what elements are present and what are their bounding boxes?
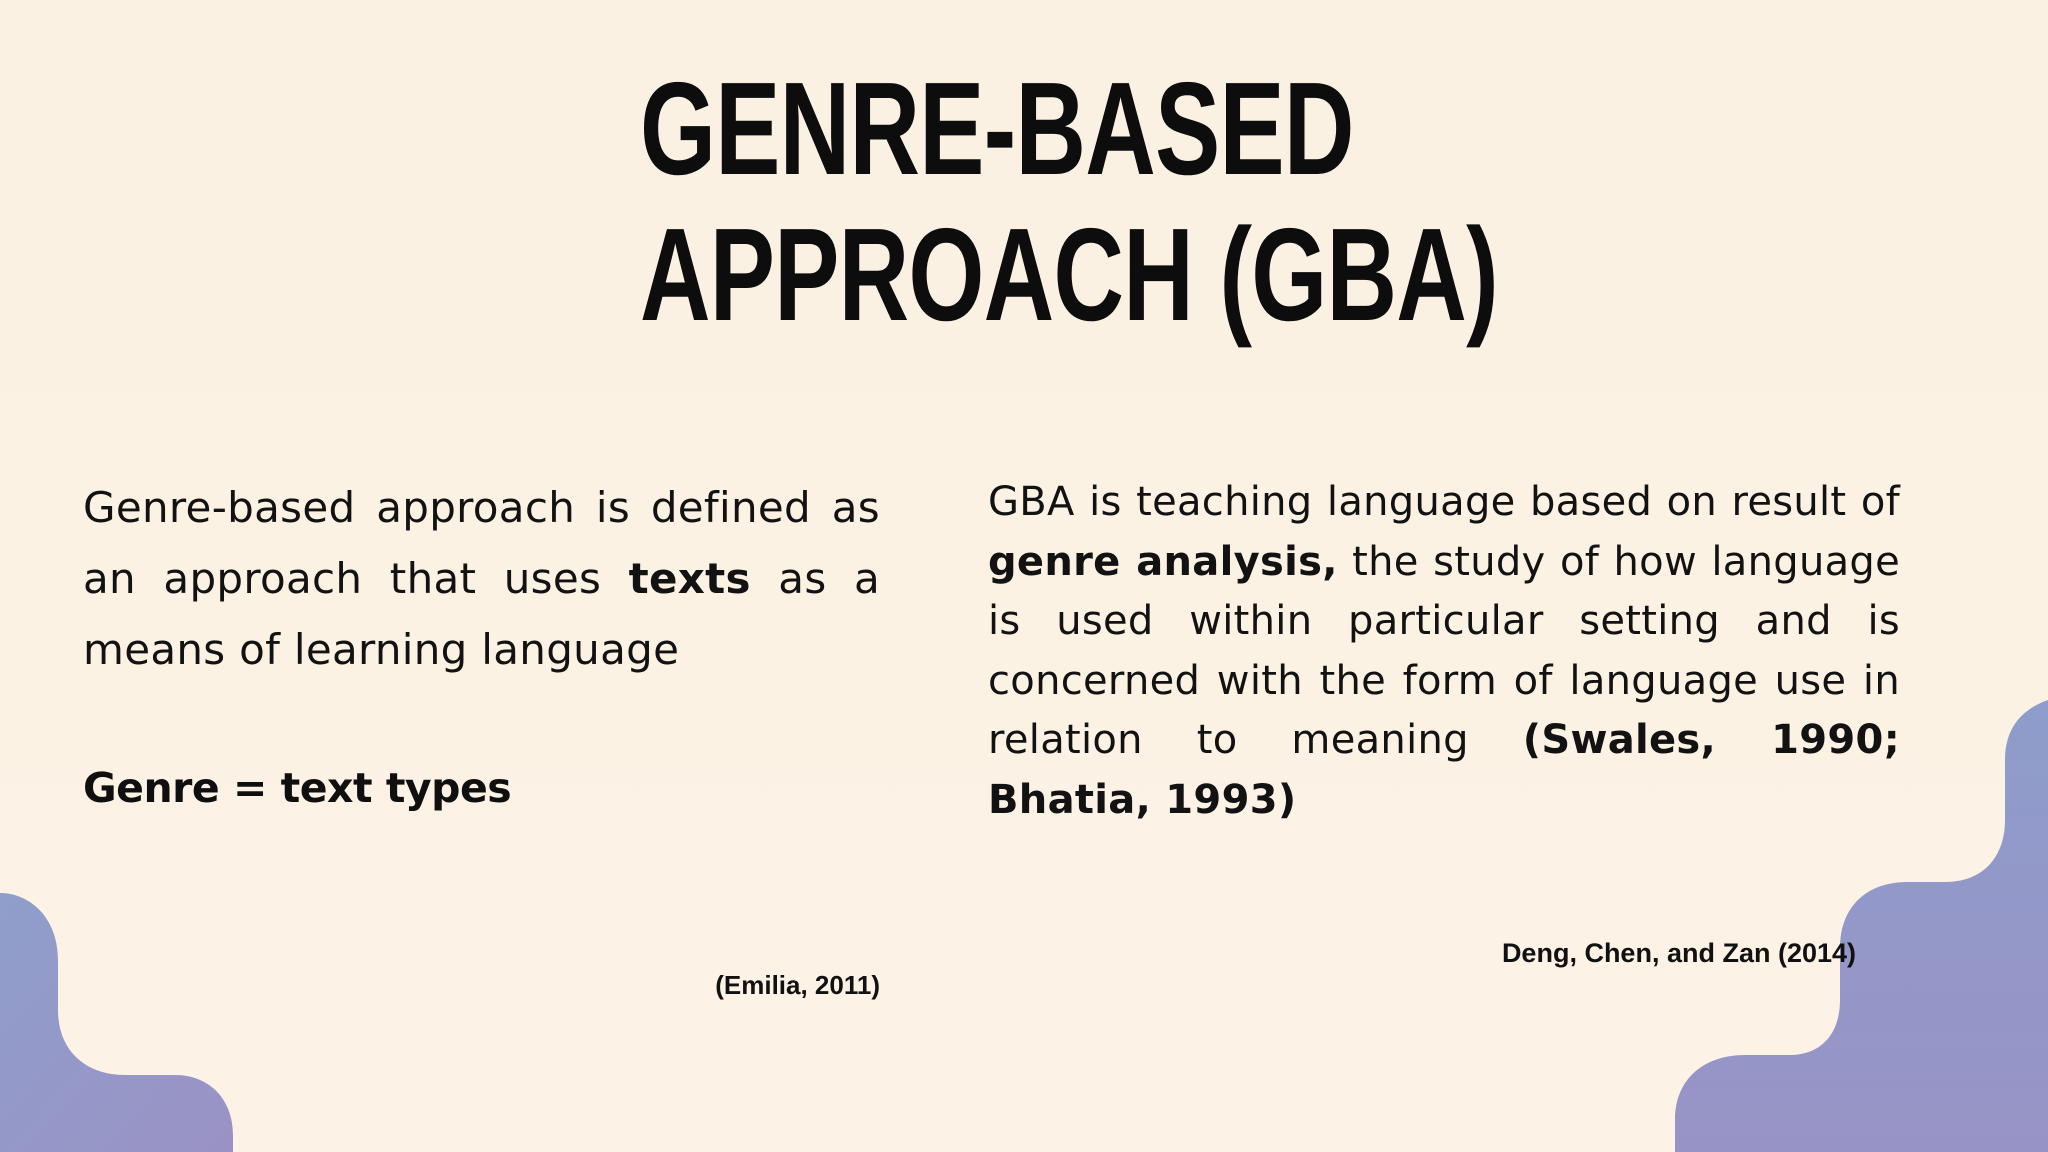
gba-text-1: GBA is teaching language based on result of — [988, 479, 1900, 525]
genre-equation-term: Genre — [83, 764, 220, 812]
gba-text-2: the study of how language is used within particular setting and is concerned with the form of language use in relation to meaning — [988, 538, 1901, 764]
gba-bold-term: genre analysis, — [988, 538, 1338, 585]
gba-inline-citation: (Swales, 1990; Bhatia, 1993) — [988, 717, 1900, 823]
citation-emilia: (Emilia, 2011) — [715, 970, 880, 1000]
genre-equation-definition: = text types — [219, 764, 512, 812]
definition-text-2: as a means of learning language — [83, 554, 880, 674]
blob-bottom-left — [0, 893, 233, 1152]
definition-text-1: Genre-based approach is defined as an approach that uses — [83, 483, 880, 603]
title-line-1: GENRE-BASED — [640, 55, 1354, 202]
definition-paragraph — [83, 472, 880, 685]
genre-equation — [83, 758, 511, 818]
citation-deng-chen-zan: Deng, Chen, and Zan (2014) — [1501, 938, 1856, 968]
gba-description-paragraph — [988, 473, 1900, 831]
slide-title — [640, 55, 1498, 348]
title-line-2: APPROACH (GBA) — [640, 201, 1498, 348]
definition-bold-term: texts — [628, 554, 751, 603]
